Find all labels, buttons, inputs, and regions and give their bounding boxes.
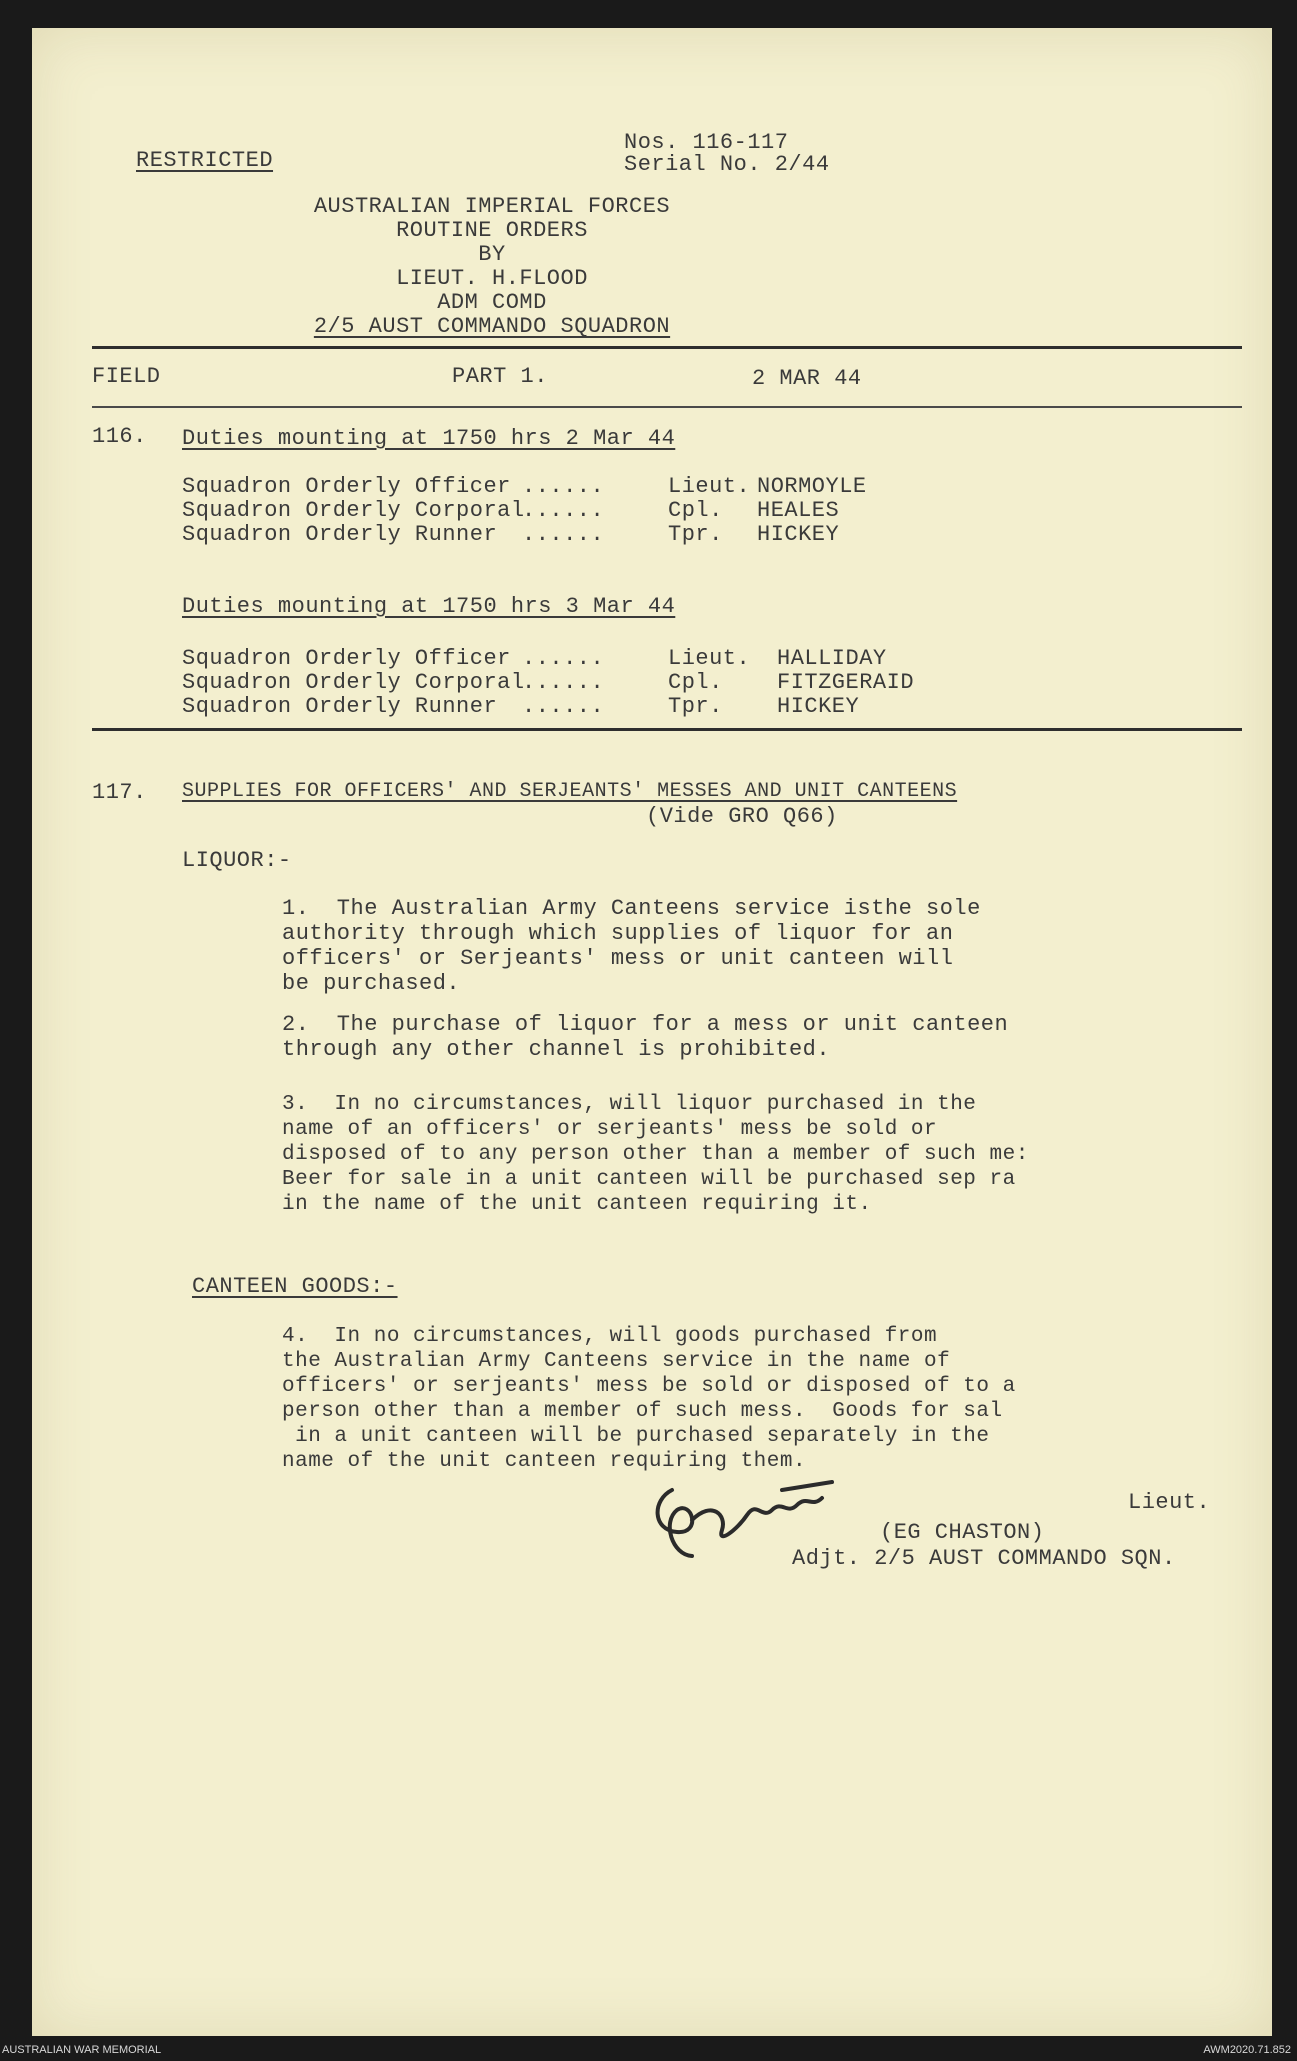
- duty-leader-dots: ......: [522, 522, 605, 547]
- duty-title: Squadron Orderly Runner: [182, 694, 498, 719]
- duty-rank: Lieut.: [668, 646, 751, 671]
- duty-leader-dots: ......: [522, 474, 605, 499]
- rule-mid: [92, 728, 1242, 731]
- duty-name: HEALES: [757, 498, 840, 523]
- part-row-center: PART 1.: [452, 364, 548, 389]
- duty-title: Squadron Orderly Runner: [182, 522, 498, 547]
- duty-rank: Cpl.: [668, 498, 723, 523]
- part-row-right: 2 MAR 44: [752, 366, 862, 391]
- paragraph-4: 4. In no circumstances, will goods purchased from the Australian Army Canteens service in the name of officers' or serjeants' mess be sold or disposed of to a person other than a member of such mess. Goods for sal in a unit canteen will be purchased separately in the name of the unit canteen requiring them.: [282, 1325, 1016, 1473]
- liquor-heading: LIQUOR:-: [182, 848, 292, 873]
- order-116-number: 116.: [92, 424, 147, 449]
- duty-title: Squadron Orderly Corporal: [182, 670, 525, 695]
- signatory-rank: Lieut.: [1128, 1490, 1211, 1515]
- footer-left: AUSTRALIAN WAR MEMORIAL: [2, 2044, 162, 2056]
- paragraph-3: 3. In no circumstances, will liquor purchased in the name of an officers' or serjeants' mess be sold or disposed of to any person other than a member of such me: Beer for sale in a unit canteen will be purchased sep ra in the name of the unit canteen requiring it.: [282, 1093, 1029, 1216]
- order-numbers: Nos. 116-117: [624, 130, 789, 155]
- duty-rank: Tpr.: [668, 522, 723, 547]
- order-117-number: 117.: [92, 780, 147, 805]
- title-line-4: LIEUT. H.FLOOD: [396, 266, 588, 291]
- rule-top: [92, 346, 1242, 349]
- duty-rank: Tpr.: [668, 694, 723, 719]
- duty-name: FITZGERAID: [777, 670, 915, 695]
- duty-rank: Cpl.: [668, 670, 723, 695]
- classification-label: RESTRICTED: [136, 148, 274, 173]
- title-line-2: ROUTINE ORDERS: [396, 218, 588, 243]
- canteen-goods-heading: CANTEEN GOODS:-: [192, 1274, 398, 1299]
- order-116-heading-1: Duties mounting at 1750 hrs 2 Mar 44: [182, 426, 676, 451]
- title-line-5: ADM COMD: [437, 290, 547, 315]
- order-117-heading: SUPPLIES FOR OFFICERS' AND SERJEANTS' MESSES AND UNIT CANTEENS: [182, 780, 958, 803]
- duty-name: HICKEY: [757, 522, 840, 547]
- title-line-3: BY: [478, 242, 506, 267]
- duty-name: NORMOYLE: [757, 474, 867, 499]
- part-row-left: FIELD: [92, 364, 161, 389]
- duty-leader-dots: ......: [522, 498, 605, 523]
- order-117-reference: (Vide GRO Q66): [646, 804, 838, 829]
- duty-leader-dots: ......: [522, 646, 605, 671]
- rule-part: [92, 406, 1242, 408]
- title-line-6: 2/5 AUST COMMANDO SQUADRON: [313, 314, 671, 339]
- duty-name: HALLIDAY: [777, 646, 887, 671]
- signatory-name: (EG CHASTON): [880, 1520, 1045, 1545]
- duty-leader-dots: ......: [522, 670, 605, 695]
- paragraph-2: 2. The purchase of liquor for a mess or unit canteen through any other channel is prohibited.: [282, 1012, 1009, 1062]
- order-116-heading-2: Duties mounting at 1750 hrs 3 Mar 44: [182, 594, 676, 619]
- duty-rank: Lieut.: [668, 474, 751, 499]
- paragraph-1: 1. The Australian Army Canteens service isthe sole authority through which supplies of liquor for an officers' or Serjeants' mess or unit canteen will be purchased.: [282, 896, 981, 996]
- duty-name: HICKEY: [777, 694, 860, 719]
- signatory-appointment: Adjt. 2/5 AUST COMMANDO SQN.: [792, 1546, 1176, 1571]
- duty-title: Squadron Orderly Officer: [182, 646, 511, 671]
- title-line-1: AUSTRALIAN IMPERIAL FORCES: [313, 194, 671, 219]
- footer-right: AWM2020.71.852: [1203, 2044, 1291, 2056]
- duty-title: Squadron Orderly Corporal: [182, 498, 525, 523]
- duty-leader-dots: ......: [522, 694, 605, 719]
- serial-number: Serial No. 2/44: [624, 152, 830, 177]
- duty-title: Squadron Orderly Officer: [182, 474, 511, 499]
- document-page: [32, 28, 1272, 2036]
